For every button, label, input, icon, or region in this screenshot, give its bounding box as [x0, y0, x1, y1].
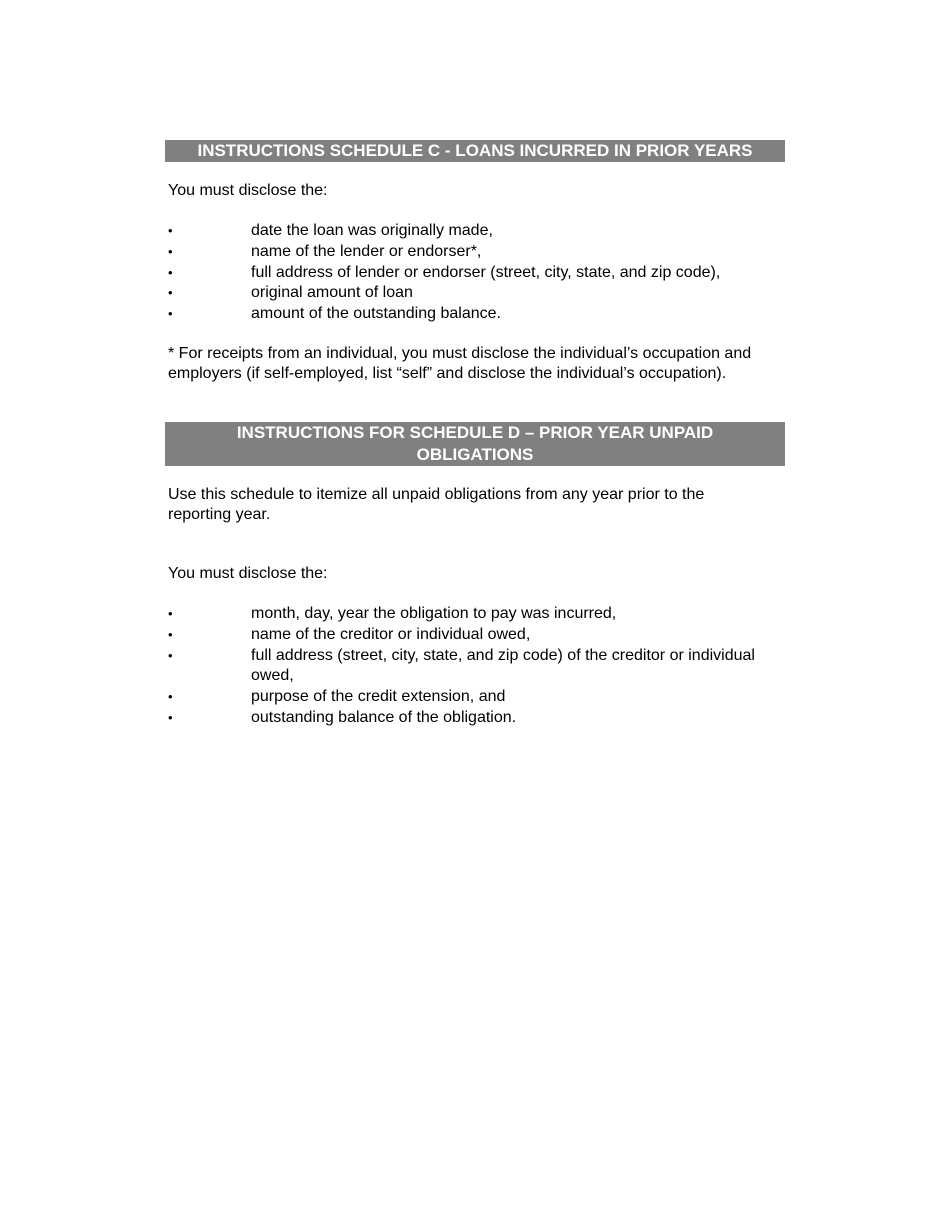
list-item [168, 604, 785, 625]
list-item [168, 646, 785, 688]
document-page [165, 140, 785, 729]
bullet-icon: • [168, 709, 173, 725]
list-item-text: purpose of the credit extension, and [251, 688, 506, 706]
list-item-text: date the loan was originally made, [251, 222, 493, 239]
list-item-text: name of the creditor or individual owed, [251, 625, 531, 643]
list-item [168, 304, 785, 325]
schedule-d-description: Use this schedule to itemize all unpaid obligations from any year prior to the reporting year. [168, 485, 705, 523]
list-item [168, 263, 785, 284]
list-item [168, 687, 785, 708]
bullet-icon: • [168, 243, 173, 259]
list-item [168, 625, 785, 646]
schedule-d-list [165, 604, 785, 729]
bullet-icon: • [168, 223, 173, 238]
list-item-text: amount of the outstanding balance. [251, 305, 501, 323]
schedule-c-intro: You must disclose the: [168, 182, 328, 199]
bullet-icon: • [168, 689, 173, 705]
schedule-d-header: INSTRUCTIONS FOR SCHEDULE D – PRIOR YEAR UNPAID OBLIGATIONS [165, 422, 785, 466]
schedule-c-list [165, 221, 785, 325]
list-item-text: full address (street, city, state, and zip code) of the creditor or individual owed, [251, 646, 755, 685]
bullet-icon: • [168, 626, 173, 642]
list-item-text: full address of lender or endorser (street, city, state, and zip code), [251, 263, 721, 281]
bullet-icon: • [168, 605, 173, 621]
schedule-c-footnote: * For receipts from an individual, you must disclose the individual’s occupation and employers (if self-employed, list “self” and disclose the individual’s occupation). [168, 344, 752, 382]
list-item [168, 242, 785, 263]
list-item [168, 221, 785, 242]
schedule-c-header: INSTRUCTIONS SCHEDULE C - LOANS INCURRED IN PRIOR YEARS [165, 140, 785, 162]
bullet-icon: • [168, 264, 173, 280]
list-item [168, 708, 785, 729]
schedule-d-intro: You must disclose the: [168, 564, 328, 582]
list-item-text: outstanding balance of the obligation. [251, 708, 517, 726]
bullet-icon: • [168, 285, 173, 301]
list-item-text: name of the lender or endorser*, [251, 242, 482, 260]
list-item-text: original amount of loan [251, 284, 413, 302]
bullet-icon: • [168, 306, 173, 322]
list-item-text: month, day, year the obligation to pay was incurred, [251, 604, 617, 622]
bullet-icon: • [168, 647, 173, 663]
list-item [168, 283, 785, 304]
